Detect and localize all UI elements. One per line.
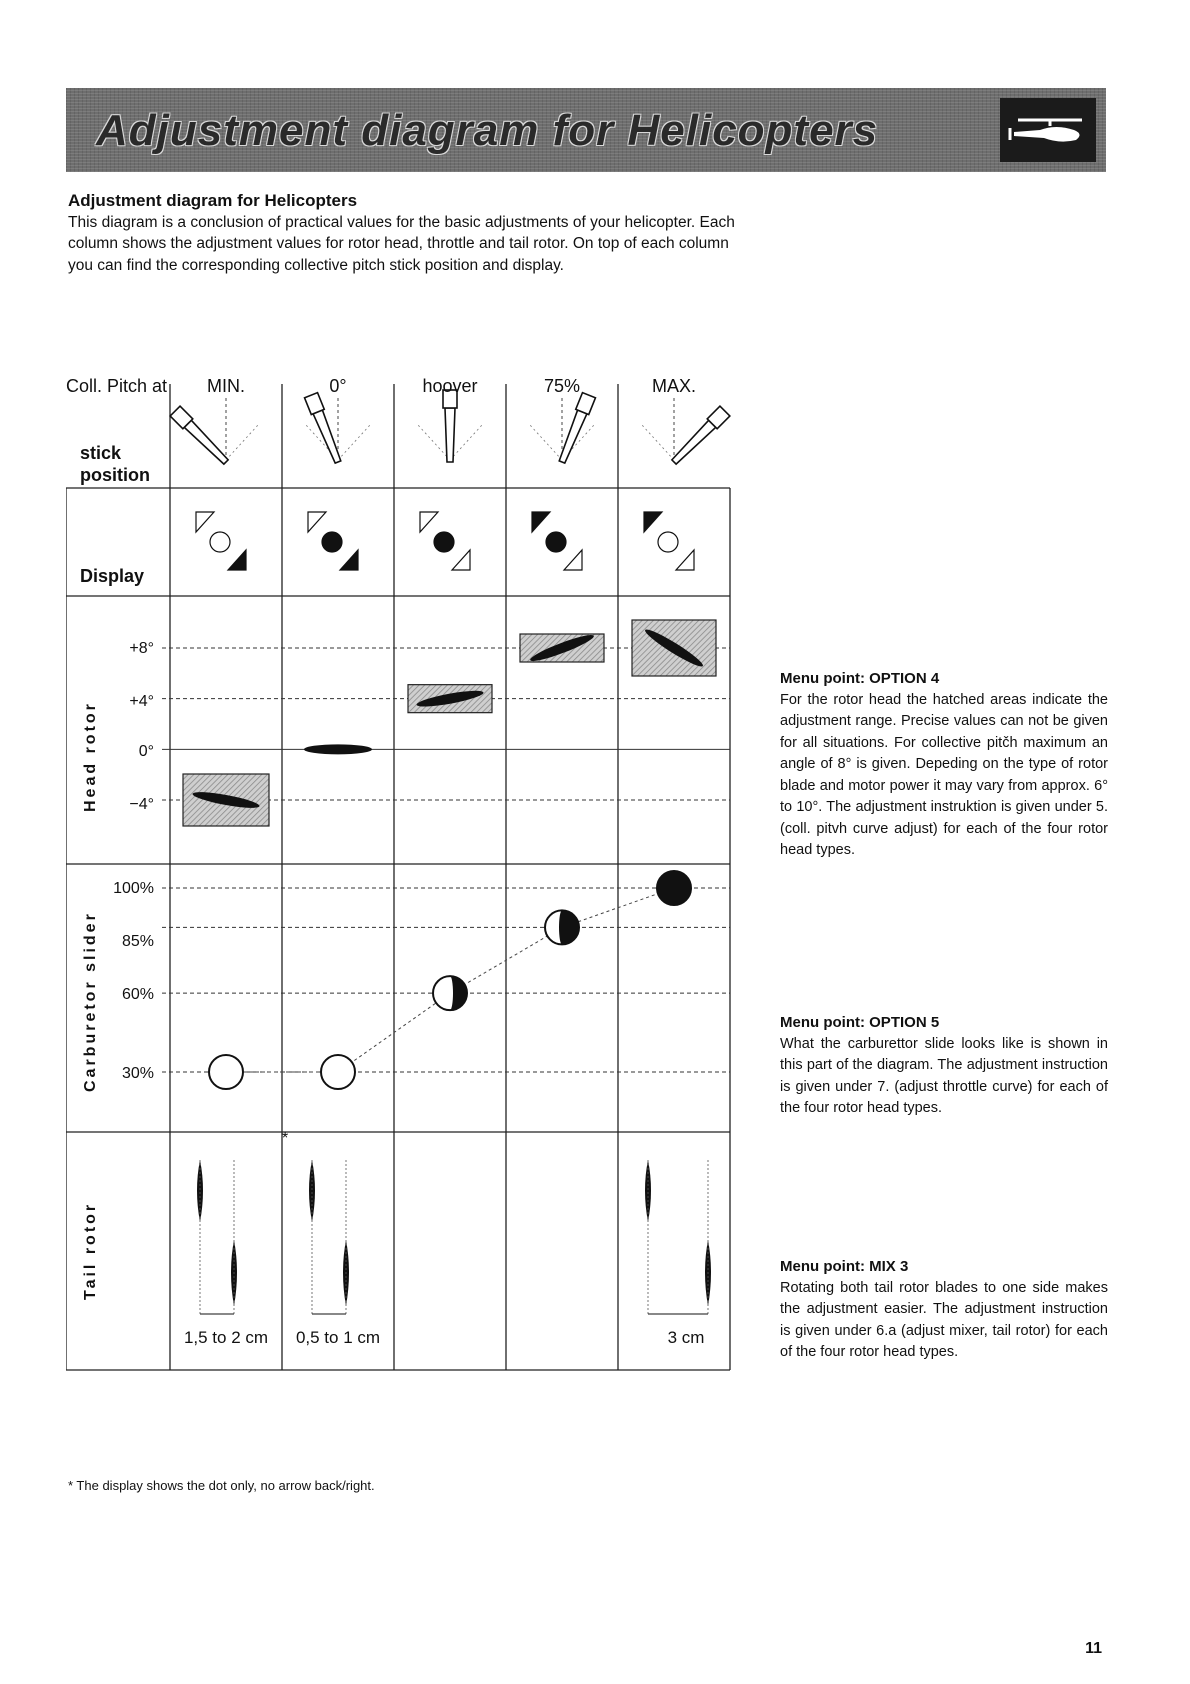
display-up-arrow <box>308 512 326 532</box>
display-down-arrow <box>340 550 358 570</box>
display-down-arrow <box>676 550 694 570</box>
display-up-arrow <box>420 512 438 532</box>
stick-guide <box>642 425 674 460</box>
row-label-head-rotor: Head rotor <box>82 701 99 812</box>
tail-label-min: 1,5 to 2 cm <box>183 1328 269 1347</box>
tail-label-max: 3 cm <box>667 1328 705 1347</box>
column-header-hoover: hoover <box>422 376 478 396</box>
helicopter-icon <box>1000 98 1096 162</box>
sidebar-heading: Menu point: MIX 3 <box>780 1258 909 1275</box>
display-up-arrow <box>644 512 662 532</box>
carburetor-fill <box>559 910 579 944</box>
display-dot <box>546 532 566 552</box>
stick-guide <box>226 425 258 460</box>
display-down-arrow <box>564 550 582 570</box>
sidebar-heading: Menu point: OPTION 4 <box>780 670 940 687</box>
diagram-graphics <box>66 370 756 1510</box>
display-dot <box>322 532 342 552</box>
sidebar-body: What the carburettor slide looks like is shown in this part of the diagram. The adjustment instruction is given under 7. (adjust throttle curve) for each of the four rotor head types. <box>780 1035 1108 1116</box>
tail-label-zero: 0,5 to 1 cm <box>295 1328 381 1347</box>
page-number: 11 <box>1085 1640 1102 1657</box>
carburetor-fill <box>657 871 691 905</box>
stick-guide <box>338 425 370 460</box>
adjustment-diagram <box>66 370 756 1510</box>
display-down-arrow <box>228 550 246 570</box>
banner-title: Adjustment diagram for Helicopters <box>96 106 879 155</box>
intro-section <box>68 190 758 276</box>
row-label-display: Display <box>80 566 145 586</box>
display-dot <box>210 532 230 552</box>
column-header-max: MAX. <box>651 376 697 396</box>
tick-minus4: −4° <box>129 796 154 813</box>
rotor-blade-profile <box>304 744 372 754</box>
row-label-stick-position: stick position <box>80 443 150 485</box>
tick-85: 85% <box>121 933 154 950</box>
intro-heading: Adjustment diagram for Helicopters <box>68 191 358 210</box>
column-header-75: 75% <box>543 376 581 396</box>
asterisk-mark: * <box>282 1130 289 1147</box>
stick-guide <box>530 425 562 460</box>
intro-body: This diagram is a conclusion of practical values for the basic adjustments of your helicopter. Each column shows the adjustment values for rotor head, throttle and tail rotor. On top of each column you can find the corresponding collective pitch stick position and display. <box>68 213 735 274</box>
coll-pitch-label: Coll. Pitch at <box>66 376 168 396</box>
carburetor-opening <box>321 1055 355 1089</box>
footnote: * The display shows the dot only, no arrow back/right. <box>68 1478 375 1493</box>
tick-plus8: +8° <box>129 640 154 657</box>
display-up-arrow <box>532 512 550 532</box>
row-label-carburetor-slider: Carburetor slider <box>82 911 99 1092</box>
sidebar-option5 <box>780 1012 1108 1120</box>
tick-60: 60% <box>121 986 154 1003</box>
stick-lever <box>443 390 457 462</box>
sidebar-body: Rotating both tail rotor blades to one side makes the adjustment easier. The adjustment instruction is given under 6.a (adjust mixer, tail rotor) for each of the four rotor head types. <box>780 1279 1108 1360</box>
tick-100: 100% <box>113 880 154 897</box>
column-header-min: MIN. <box>207 376 245 396</box>
display-up-arrow <box>196 512 214 532</box>
display-down-arrow <box>452 550 470 570</box>
carburetor-opening <box>209 1055 243 1089</box>
display-dot <box>434 532 454 552</box>
header-banner <box>66 88 1106 172</box>
stick-lever <box>669 406 730 467</box>
sidebar-mix3 <box>780 1256 1108 1364</box>
sidebar-option4 <box>780 668 1108 862</box>
tick-zero: 0° <box>138 743 154 760</box>
column-header-zero: 0° <box>329 376 347 396</box>
sidebar-heading: Menu point: OPTION 5 <box>780 1014 940 1031</box>
display-dot <box>658 532 678 552</box>
tick-30: 30% <box>121 1065 154 1082</box>
row-label-tail-rotor: Tail rotor <box>82 1201 99 1300</box>
stick-lever <box>170 406 231 467</box>
sidebar-body: For the rotor head the hatched areas indicate the adjustment range. Precise values can not be given for all situations. For collective pitčh maximum an angle of 8° is given. Depeding on the type of rotor blade and motor power it may vary from approx. 6° to 10°. The adjustment instruktion is given under 5. (coll. pitvh curve adjust) for each of the four rotor head types. <box>780 691 1108 858</box>
tick-plus4: +4° <box>129 693 154 710</box>
